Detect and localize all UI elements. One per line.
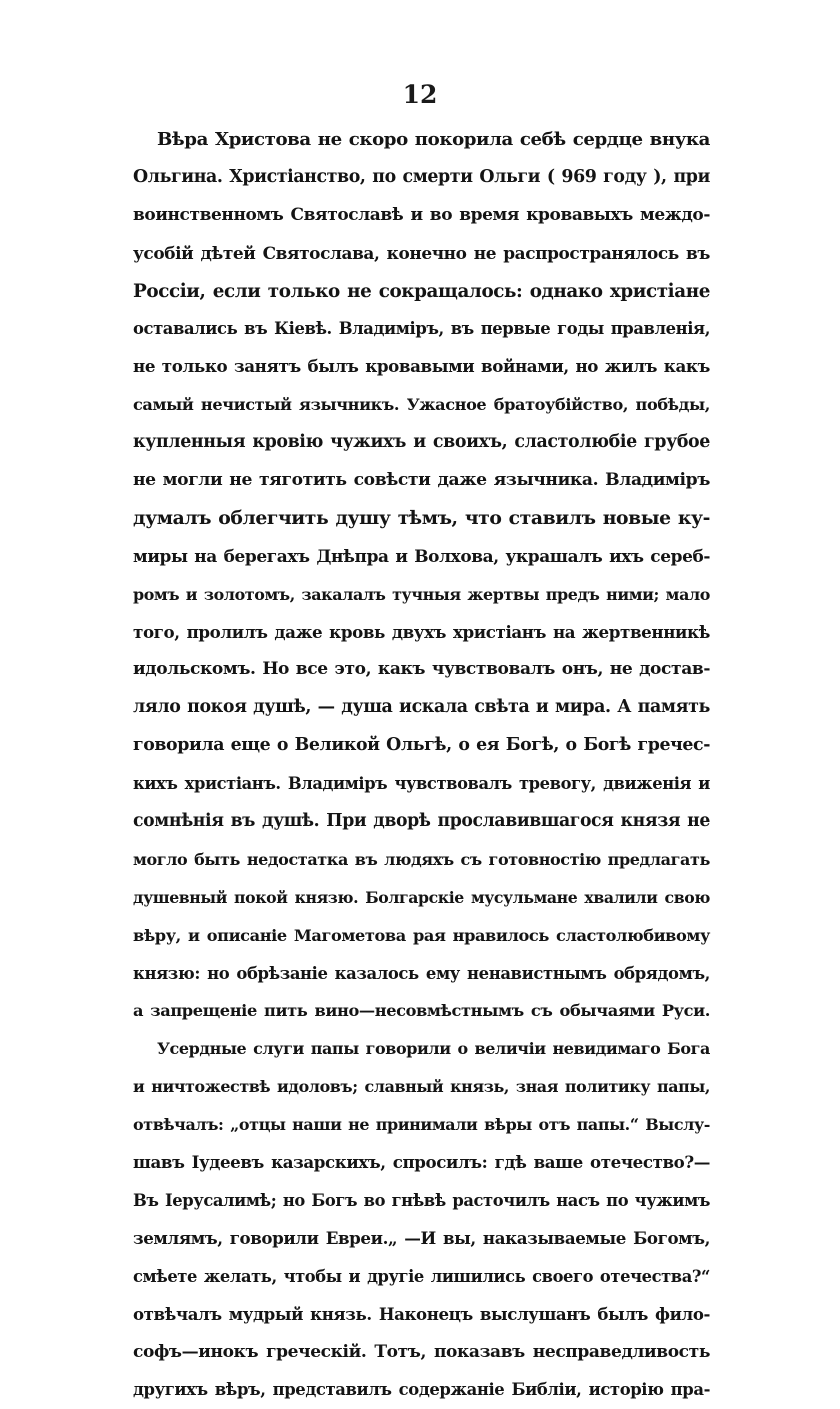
text-line: отвѣчалъ мудрый князь. Наконецъ выслушанъ былъ фило- bbox=[133, 1303, 710, 1324]
text-line: миры на берегахъ Днѣпра и Волхова, украшалъ ихъ сереб- bbox=[133, 545, 710, 566]
text-line: воинственномъ Святославѣ и во время кровавыхъ междо- bbox=[133, 204, 710, 225]
text-line: Вѣра Христова не скоро покорила себѣ сердце внука bbox=[157, 129, 710, 150]
text-line: Россіи, если только не сокращалось: однако христіане bbox=[133, 280, 710, 302]
text-line: не могли не тяготить совѣсти даже язычника. Владиміръ bbox=[133, 470, 710, 491]
text-line: отвѣчалъ: „отцы наши не принимали вѣры отъ папы.“ Выслу- bbox=[133, 1115, 710, 1135]
text-line: софъ—инокъ греческій. Тотъ, показавъ несправедливость bbox=[133, 1341, 710, 1362]
text-line: вѣру, и описаніе Магометова рая нравилось сластолюбивому bbox=[133, 925, 710, 945]
text-line: другихъ вѣръ, представилъ содержаніе Библіи, исторію пра- bbox=[133, 1380, 710, 1400]
text-line: сомнѣнія въ душѣ. При дворѣ прославившагося князя не bbox=[133, 811, 710, 832]
text-line: того, пролилъ даже кровь двухъ христіанъ на жертвенникѣ bbox=[133, 621, 710, 642]
text-line: Ольгина. Христіанство, по смерти Ольги ( 969 году ), при bbox=[133, 166, 710, 187]
text-line: купленныя кровію чужихъ и своихъ, сластолюбіе грубое bbox=[133, 432, 710, 453]
text-line: и ничтожествѣ идоловъ; славный князь, зная политику папы, bbox=[133, 1077, 710, 1097]
text-line: самый нечистый язычникъ. Ужасное братоубійство, побѣды, bbox=[133, 395, 710, 415]
text-line: душевный покой князю. Болгарскіе мусульмане хвалили свою bbox=[133, 887, 710, 907]
text-line: говорила еще о Великой Ольгѣ, о ея Богѣ, о Богѣ гречес- bbox=[133, 735, 710, 756]
text-line: землямъ, говорили Евреи.„ —И вы, наказываемые Богомъ, bbox=[133, 1227, 710, 1248]
text-line: не только занятъ былъ кровавыми войнами, но жилъ какъ bbox=[133, 356, 710, 377]
text-line: Усердные слуги папы говорили о величіи невидимаго Бога bbox=[157, 1039, 710, 1059]
text-line: идольскомъ. Но все это, какъ чувствовалъ онъ, не достав- bbox=[133, 659, 710, 680]
text-line: думалъ облегчить душу тѣмъ, что ставилъ новые ку- bbox=[133, 506, 710, 529]
text-line: Въ Іерусалимѣ; но Богъ во гнѣвѣ расточилъ насъ по чужимъ bbox=[133, 1190, 710, 1210]
text-line: князю: но обрѣзаніе казалось ему ненавистнымъ обрядомъ, bbox=[133, 963, 710, 983]
text-line: оставались въ Кіевѣ. Владиміръ, въ первые годы правленія, bbox=[133, 319, 710, 339]
text-line: усобій дѣтей Святослава, конечно не распространялось въ bbox=[133, 242, 710, 263]
text-line: кихъ христіанъ. Владиміръ чувствовалъ тревогу, движенія и bbox=[133, 774, 710, 794]
text-line: ляло покоя душѣ, — душа искала свѣта и мира. А память bbox=[133, 697, 710, 718]
text-line: ромъ и золотомъ, закалалъ тучныя жертвы предъ ними; мало bbox=[133, 584, 710, 604]
text-line: смѣете желать, чтобы и другіе лишились своего отечества?“ bbox=[133, 1266, 710, 1286]
text-line: могло быть недостатка въ людяхъ съ готовностію предлагать bbox=[133, 849, 710, 869]
body-text bbox=[133, 121, 710, 1409]
text-line: а запрещеніе пить вино—несовмѣстнымъ съ обычаями Руси. bbox=[133, 1001, 710, 1021]
page-number: 12 bbox=[402, 80, 438, 109]
text-line: шавъ Іудеевъ казарскихъ, спросилъ: гдѣ ваше отечество?— bbox=[133, 1152, 710, 1173]
